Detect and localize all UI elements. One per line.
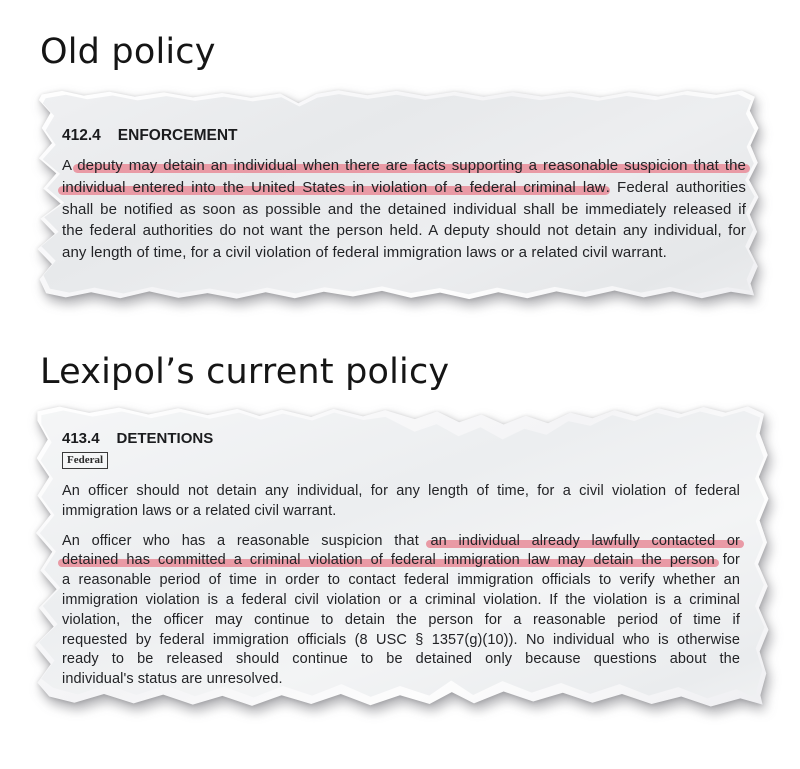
highlighted-text: detained has committed a criminal violation of federal immigration law may detain the person: [62, 552, 715, 569]
highlighted-text: individual entered into the United States in violation of a federal criminal law: [62, 178, 606, 196]
text-segment: any length of time, for a civil violation of federal immigration laws or a related civil warrant.: [62, 244, 667, 262]
policy-text-line: [62, 155, 746, 177]
policy-text-line: [62, 220, 746, 242]
policy-text-line: [62, 199, 746, 221]
text-segment: ready to be released should continue to be detained only because questions about the: [62, 651, 740, 668]
section-number: 413.4: [62, 430, 100, 447]
text-segment: requested by federal immigration officials (8 USC § 1357(g)(10)). No individual who is otherwise: [62, 631, 740, 648]
policy-text-line: [62, 650, 740, 670]
current-policy-heading: Lexipol’s current policy: [40, 352, 450, 392]
policy-paragraph: [62, 532, 740, 690]
policy-text-line: [62, 502, 740, 522]
old-policy-content: [62, 126, 746, 264]
text-segment: immigration laws or a related civil warrant.: [62, 502, 337, 519]
policy-text-line: [62, 551, 740, 571]
policy-text-line: [62, 177, 746, 199]
text-segment: the federal authorities do not want the person held. A deputy should not detain any individual, for: [62, 222, 746, 240]
policy-text-line: [62, 591, 740, 611]
text-segment: shall be notified as soon as possible and the detained individual shall be immediately released if: [62, 200, 746, 218]
text-segment: individual's status are unresolved.: [62, 671, 283, 688]
policy-text-line: [62, 611, 740, 631]
policy-paragraph: [62, 155, 746, 264]
text-segment: violation, the officer may continue to detain the person for a reasonable period of time if: [62, 611, 740, 628]
text-segment: A: [62, 157, 78, 174]
policy-text-line: [62, 631, 740, 651]
section-title: DETENTIONS: [116, 430, 214, 447]
policy-paragraph: [62, 482, 740, 522]
federal-tag: Federal: [62, 452, 108, 469]
text-segment: . Federal authorities: [605, 178, 746, 196]
current-policy-paper: [30, 402, 770, 714]
policy-text-line: [62, 242, 746, 264]
text-segment: a reasonable period of time in order to contact federal immigration officials to verify whether an: [62, 572, 740, 589]
text-segment: An officer who has a reasonable suspicion that: [62, 532, 431, 549]
current-policy-content: [62, 430, 740, 690]
policy-text-line: [62, 571, 740, 591]
section-number: 412.4: [62, 127, 101, 144]
highlighted-text: an individual already lawfully contacted or: [430, 532, 740, 549]
highlighted-text: deputy may detain an individual when there are facts supporting a reasonable suspicion that the: [77, 157, 746, 174]
policy-text-line: [62, 482, 740, 502]
section-title: ENFORCEMENT: [117, 127, 238, 144]
text-segment: for: [714, 552, 740, 569]
policy-text-line: [62, 532, 740, 552]
policy-text-line: [62, 670, 740, 690]
text-segment: immigration violation is a federal civil violation or a criminal violation. If the violation is a criminal: [62, 591, 740, 608]
section-heading: [62, 430, 740, 450]
old-policy-heading: Old policy: [40, 32, 216, 72]
section-heading: [62, 126, 746, 150]
old-policy-paper: [33, 87, 760, 303]
text-segment: An officer should not detain any individual, for any length of time, for a civil violation of federal: [62, 483, 740, 499]
